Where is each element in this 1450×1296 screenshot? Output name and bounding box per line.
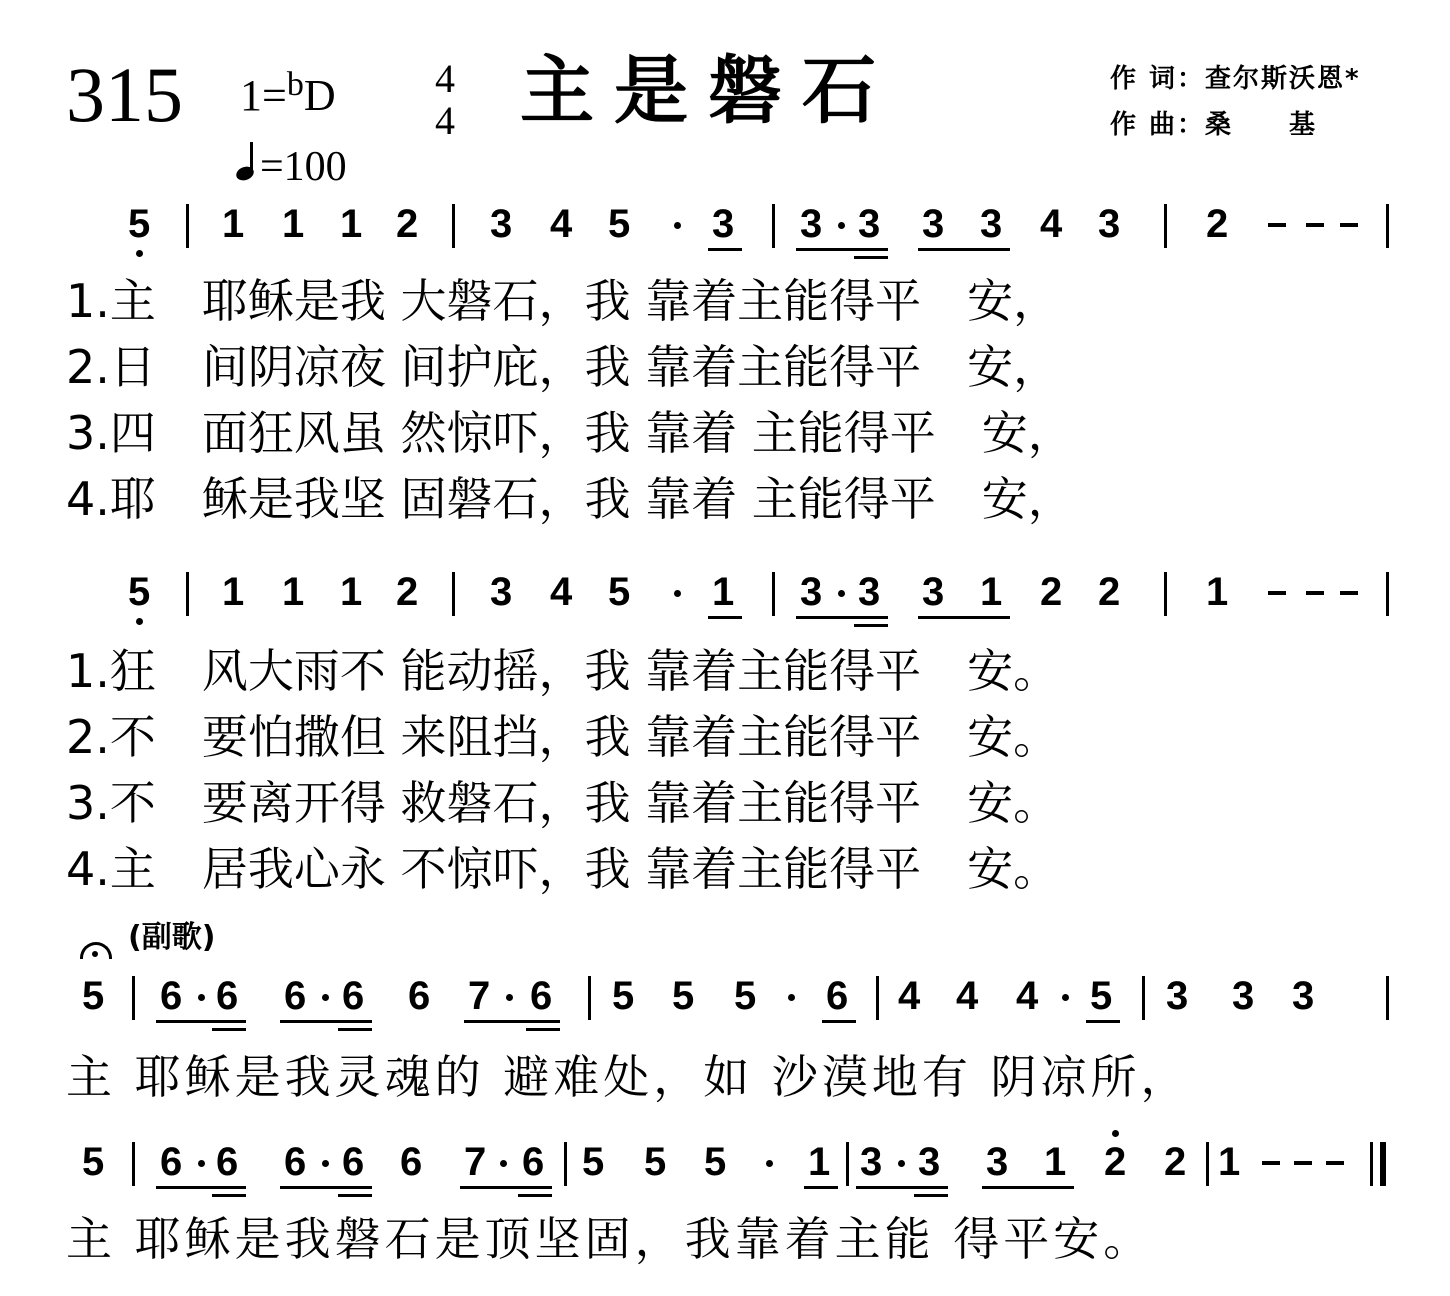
lyric-line: 1.狂 风大雨不 能动摇，我 靠着主能得平 安。 (66, 644, 1060, 698)
note: 3 (800, 570, 823, 614)
underline (918, 616, 1010, 619)
underline (156, 1186, 246, 1189)
note: 5 (1090, 974, 1113, 1018)
aug-dot (766, 1160, 773, 1167)
note: 4 (550, 202, 573, 246)
key-prefix: 1= (240, 71, 287, 120)
note: 5 (608, 570, 631, 614)
aug-dot (198, 994, 205, 1001)
chorus-label: (副歌) (128, 920, 216, 955)
underline (212, 1194, 246, 1197)
aug-dot (322, 1160, 329, 1167)
note: 1 (980, 570, 1003, 614)
note: 5 (672, 974, 695, 1018)
underline (822, 1020, 856, 1023)
note: 6 (160, 974, 183, 1018)
note: 3 (986, 1140, 1009, 1184)
composer-credit: 作 曲：桑 基 (1110, 110, 1318, 140)
high-octave-dot (1112, 1130, 1119, 1137)
aug-dot (674, 222, 681, 229)
note: 6 (342, 974, 365, 1018)
note: 6 (400, 1140, 423, 1184)
note: 2 (1040, 570, 1063, 614)
note: 4 (898, 974, 921, 1018)
note: 3 (922, 202, 945, 246)
note: 1 (1044, 1140, 1067, 1184)
bar-line (564, 1142, 567, 1186)
note: 6 (530, 974, 553, 1018)
aug-dot (674, 590, 681, 597)
chorus-notation-row-1 (0, 976, 1450, 1026)
note: 3 (858, 202, 881, 246)
lyricist-credit: 作 词：查尔斯沃恩* (1110, 64, 1361, 94)
lyric-line: 3.四 面狂风虽 然惊吓，我 靠着 主能得平 安， (66, 406, 1074, 460)
lyric-line: 2.日 间阴凉夜 间护庇，我 靠着主能得平 安， (66, 340, 1060, 394)
note: 6 (284, 1140, 307, 1184)
note: 3 (1166, 974, 1189, 1018)
chorus-lyric-line-2: 主 耶稣是我磐石是顶坚固，我靠着主能 得平安。 (66, 1212, 1154, 1266)
note: 6 (522, 1140, 545, 1184)
note: 7 (464, 1140, 487, 1184)
hold-dash (1294, 1161, 1312, 1165)
note: 1 (1218, 1140, 1241, 1184)
low-octave-dot (136, 618, 143, 625)
lyric-line: 3.不 要离开得 救磐石，我 靠着主能得平 安。 (66, 776, 1060, 830)
note: 2 (1164, 1140, 1187, 1184)
aug-dot (500, 1160, 507, 1167)
note: 3 (1098, 202, 1121, 246)
underline (914, 1194, 948, 1197)
chorus-lyric-line-1: 主 耶稣是我灵魂的 避难处，如 沙漠地有 阴凉所， (66, 1050, 1191, 1104)
hymn-title: 主是磐石 (520, 48, 896, 134)
underline (854, 624, 888, 627)
bar-line (452, 572, 455, 616)
note: 3 (1292, 974, 1315, 1018)
underline (804, 1186, 838, 1189)
underline (854, 256, 888, 259)
final-bar-line (1370, 1142, 1373, 1186)
aug-dot (898, 1160, 905, 1167)
note: 2 (1098, 570, 1121, 614)
chorus-notation-row-2 (0, 1142, 1450, 1192)
note: 2 (1206, 202, 1229, 246)
underline (918, 248, 1010, 251)
note: 6 (826, 974, 849, 1018)
note: 4 (956, 974, 979, 1018)
underline (526, 1028, 560, 1031)
verse-notation-row-1 (0, 204, 1450, 254)
quarter-note-icon (236, 140, 256, 180)
hold-dash (1340, 591, 1358, 595)
bar-line (846, 1142, 849, 1186)
note: 6 (160, 1140, 183, 1184)
tempo-value: =100 (260, 144, 347, 190)
hold-dash (1306, 591, 1324, 595)
note: 6 (216, 1140, 239, 1184)
note: 5 (128, 570, 151, 614)
lyric-line: 4.耶 稣是我坚 固磐石，我 靠着 主能得平 安， (66, 472, 1074, 526)
flat-sign: b (286, 66, 304, 103)
lyric-line: 2.不 要怕撒但 来阻挡，我 靠着主能得平 安。 (66, 710, 1060, 764)
note: 4 (1016, 974, 1039, 1018)
time-bottom: 4 (435, 98, 455, 143)
hymn-number: 315 (66, 51, 183, 138)
bar-line (1386, 572, 1389, 616)
note: 1 (340, 202, 363, 246)
note: 3 (980, 202, 1003, 246)
note: 1 (340, 570, 363, 614)
note: 3 (860, 1140, 883, 1184)
bar-line (186, 204, 189, 248)
verse-notation-row-2 (0, 572, 1450, 622)
lyric-line: 4.主 居我心永 不惊吓，我 靠着主能得平 安。 (66, 842, 1060, 896)
note: 4 (550, 570, 573, 614)
aug-dot (788, 994, 795, 1001)
aug-dot (506, 994, 513, 1001)
note: 5 (608, 202, 631, 246)
note: 6 (342, 1140, 365, 1184)
note: 5 (582, 1140, 605, 1184)
note: 1 (222, 202, 245, 246)
aug-dot (322, 994, 329, 1001)
bar-line (1386, 976, 1389, 1020)
note: 1 (282, 570, 305, 614)
underline (280, 1186, 372, 1189)
note: 5 (82, 974, 105, 1018)
aug-dot (838, 222, 845, 229)
note: 6 (408, 974, 431, 1018)
hold-dash (1340, 223, 1358, 227)
underline (1086, 1020, 1120, 1023)
time-signature (430, 58, 460, 142)
bar-line (452, 204, 455, 248)
tempo-marking (236, 140, 347, 188)
note: 3 (490, 570, 513, 614)
low-octave-dot (136, 250, 143, 257)
note: 1 (282, 202, 305, 246)
bar-line (588, 976, 591, 1020)
bar-line (132, 1142, 135, 1186)
hold-dash (1268, 591, 1286, 595)
bar-line (1164, 572, 1167, 616)
final-bar-thick (1380, 1142, 1386, 1186)
underline (156, 1020, 246, 1023)
note: 7 (468, 974, 491, 1018)
hold-dash (1306, 223, 1324, 227)
fermata-icon (80, 942, 112, 959)
underline (460, 1186, 552, 1189)
bar-line (132, 976, 135, 1020)
hold-dash (1262, 1161, 1280, 1165)
bar-line (1142, 976, 1145, 1020)
hold-dash (1326, 1161, 1344, 1165)
underline (708, 248, 742, 251)
note: 3 (800, 202, 823, 246)
note: 3 (490, 202, 513, 246)
bar-line (876, 976, 879, 1020)
underline (338, 1028, 372, 1031)
bar-line (772, 572, 775, 616)
note: 4 (1040, 202, 1063, 246)
note: 3 (1232, 974, 1255, 1018)
note: 1 (1206, 570, 1229, 614)
note: 5 (612, 974, 635, 1018)
bar-line (1386, 204, 1389, 248)
note: 3 (922, 570, 945, 614)
note: 6 (284, 974, 307, 1018)
note: 5 (82, 1140, 105, 1184)
note: 5 (644, 1140, 667, 1184)
note: 3 (918, 1140, 941, 1184)
underline (796, 616, 888, 619)
underline (796, 248, 888, 251)
aug-dot (838, 590, 845, 597)
hold-dash (1268, 223, 1286, 227)
underline (212, 1028, 246, 1031)
bar-line (1164, 204, 1167, 248)
aug-dot (1062, 994, 1069, 1001)
underline (982, 1186, 1074, 1189)
note: 1 (712, 570, 735, 614)
time-top: 4 (435, 56, 455, 101)
note: 6 (216, 974, 239, 1018)
bar-line (772, 204, 775, 248)
key-note: D (303, 71, 336, 120)
note: 5 (704, 1140, 727, 1184)
note: 2 (396, 202, 419, 246)
note: 1 (222, 570, 245, 614)
note: 5 (734, 974, 757, 1018)
underline (280, 1020, 372, 1023)
note: 2 (396, 570, 419, 614)
key-signature (240, 66, 336, 120)
underline (518, 1194, 552, 1197)
note: 3 (712, 202, 735, 246)
lyric-line: 1.主 耶稣是我 大磐石，我 靠着主能得平 安， (66, 274, 1060, 328)
underline (338, 1194, 372, 1197)
note: 5 (128, 202, 151, 246)
note: 3 (858, 570, 881, 614)
bar-line (1206, 1142, 1209, 1186)
bar-line (186, 572, 189, 616)
underline (464, 1020, 560, 1023)
note: 1 (808, 1140, 831, 1184)
aug-dot (198, 1160, 205, 1167)
underline (856, 1186, 948, 1189)
note: 2 (1104, 1140, 1127, 1184)
underline (708, 616, 742, 619)
